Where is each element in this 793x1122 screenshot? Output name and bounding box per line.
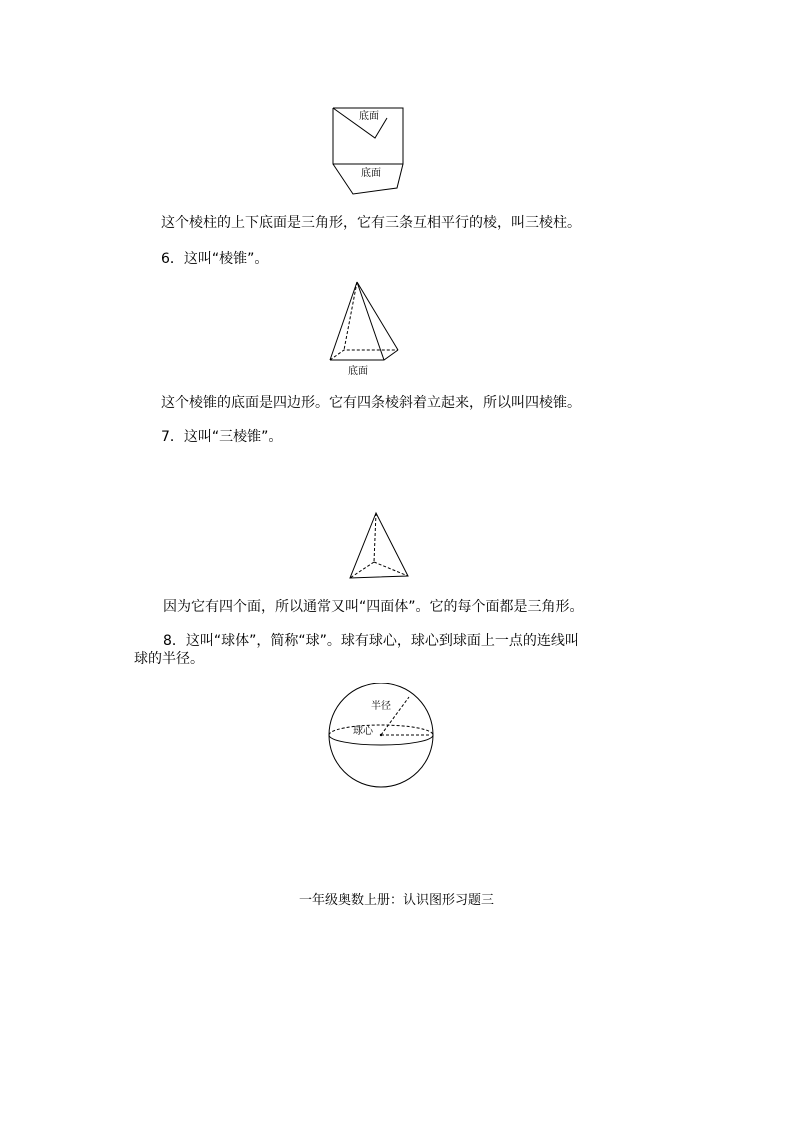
item-8-line-2: 球的半径。 [134, 651, 204, 667]
square-pyramid-figure [326, 280, 402, 378]
pyramid-base-label: 底面 [348, 366, 368, 377]
tetrahedron-caption: 因为它有四个面，所以通常又叫“四面体”。它的每个面都是三角形。 [163, 599, 584, 615]
prism-top-base-label: 底面 [359, 111, 379, 122]
sphere-center-dot [380, 734, 382, 736]
item-7-heading: 7．这叫“三棱锥”。 [161, 429, 283, 445]
footer-title: 一年级奥数上册：认识图形习题三 [298, 893, 494, 908]
item-8-line-1: 8．这叫“球体”，简称“球”。球有球心，球心到球面上一点的连线叫 [163, 633, 579, 649]
tetrahedron-figure [346, 510, 412, 582]
prism-bottom-base-label: 底面 [361, 168, 381, 179]
sphere-figure [323, 683, 439, 789]
triangular-prism-figure [325, 106, 411, 200]
prism-caption: 这个棱柱的上下底面是三角形，它有三条互相平行的棱，叫三棱柱。 [161, 215, 581, 231]
item-6-heading: 6．这叫“棱锥”。 [161, 251, 269, 267]
sphere-radius-label: 半径 [371, 701, 391, 712]
sphere-center-label: 球心 [353, 726, 373, 737]
pyramid-caption: 这个棱锥的底面是四边形。它有四条棱斜着立起来，所以叫四棱锥。 [161, 395, 581, 411]
